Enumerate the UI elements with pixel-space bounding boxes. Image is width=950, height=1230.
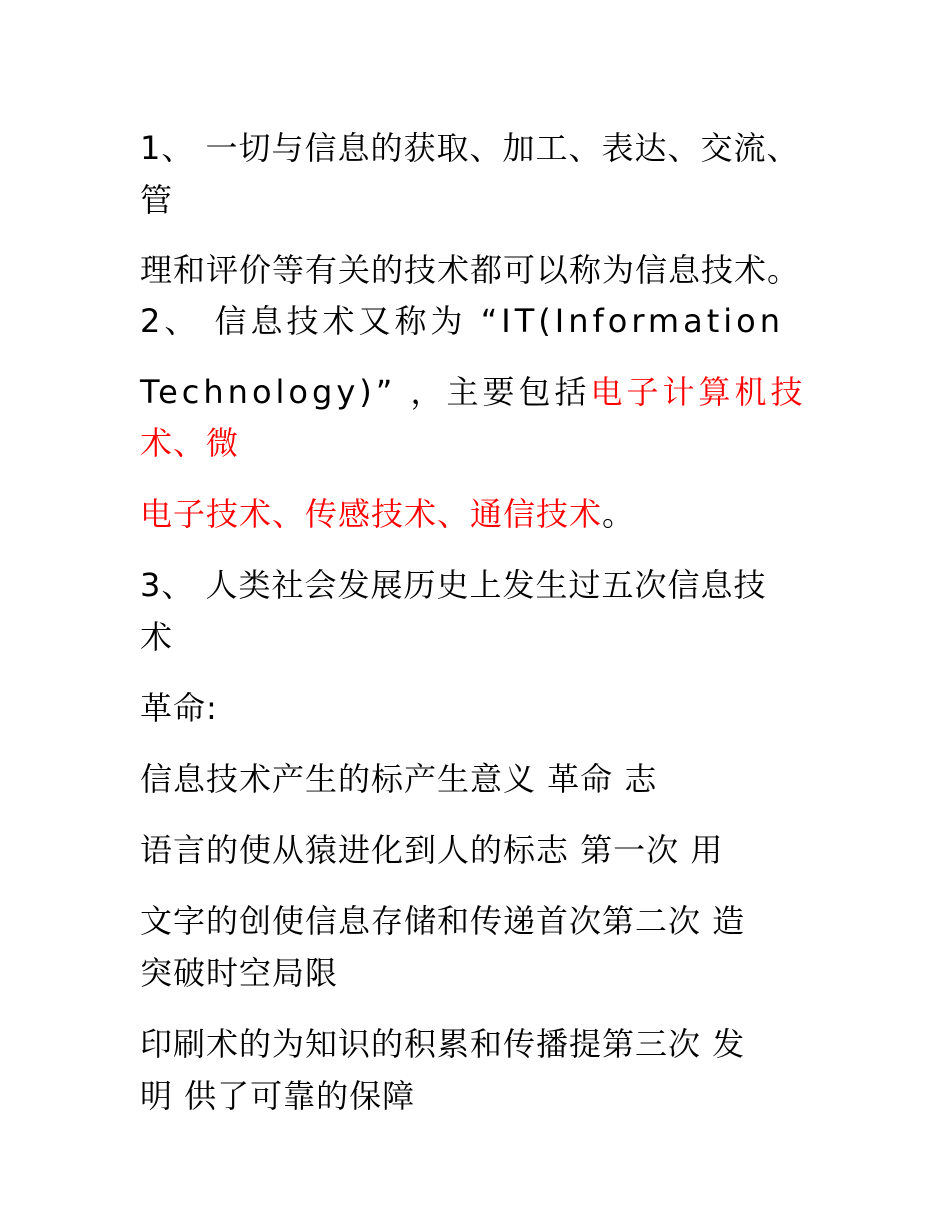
- text-line: 术: [140, 618, 174, 656]
- text-line: [140, 494, 635, 534]
- highlighted-text: 电子计算机技: [590, 373, 807, 411]
- text-line: 理和评价等有关的技术都可以称为信息技术。: [140, 251, 801, 289]
- text-line: 印刷术的为知识的积累和传播提第三次 发: [140, 1025, 746, 1063]
- highlighted-text: 电子技术、传感技术、通信技术: [140, 495, 603, 533]
- text-line: [140, 372, 807, 412]
- text-line: 革命:: [140, 689, 218, 727]
- text-line: 1、 一切与信息的获取、加工、表达、交流、: [140, 129, 800, 167]
- text-line: 语言的使从猿进化到人的标志 第一次 用: [140, 831, 724, 869]
- text-line: 突破时空局限: [140, 954, 339, 992]
- text-run: Technology)” ，主要包括: [140, 373, 591, 411]
- text-line: 管: [140, 181, 174, 219]
- highlighted-text: 术、微: [140, 424, 240, 462]
- text-run: 。: [602, 495, 636, 533]
- text-line: 2、 信息技术又称为 “IT(Information: [140, 302, 784, 340]
- text-line: 信息技术产生的标产生意义 革命 志: [140, 760, 658, 798]
- text-line: 明 供了可靠的保障: [140, 1077, 416, 1115]
- text-line: 文字的创使信息存储和传递首次第二次 造: [140, 902, 746, 940]
- text-line: 3、 人类社会发展历史上发生过五次信息技: [140, 566, 767, 604]
